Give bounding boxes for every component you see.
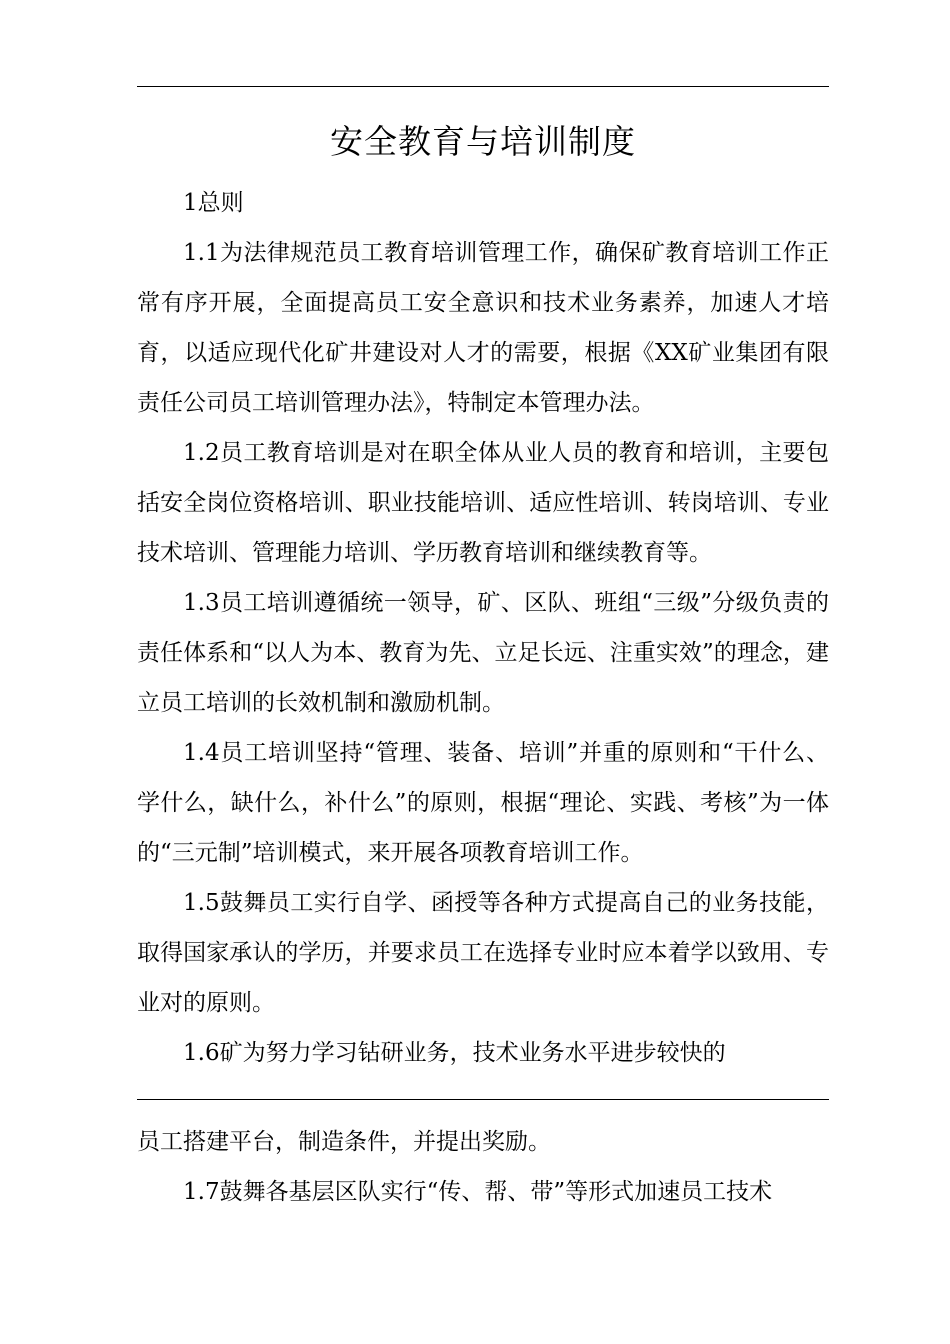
section-heading-general: 1总则 <box>183 190 244 216</box>
paragraph-1-6: 1.6矿为努力学习钻研业务，技术业务水平进步较快的 <box>183 1040 726 1066</box>
paragraph-1-6-continued: 员工搭建平台，制造条件，并提出奖励。 <box>137 1129 551 1155</box>
paragraph-1-3: 1.3员工培训遵循统一领导，矿、区队、班组“三级”分级负责的责任体系和“以人为本、教育为先、立足长远、注重实效”的理念，建立员工培训的长效机制和激励机制。 <box>137 590 829 716</box>
document-title: 安全教育与培训制度 <box>330 122 636 161</box>
header-rule <box>137 86 829 87</box>
paragraph-1-1: 1.1为法律规范员工教育培训管理工作，确保矿教育培训工作正常有序开展，全面提高员工安全意识和技术业务素养，加速人才培育，以适应现代化矿井建设对人才的需要，根据《XX矿业集团有限责任公司员工培训管理办法》，特制定本管理办法。 <box>137 240 829 416</box>
paragraph-1-4: 1.4员工培训坚持“管理、装备、培训”并重的原则和“干什么、学什么，缺什么，补什么”的原则，根据“理论、实践、考核”为一体的“三元制”培训模式，来开展各项教育培训工作。 <box>137 740 829 866</box>
paragraph-1-5: 1.5鼓舞员工实行自学、函授等各种方式提高自己的业务技能，取得国家承认的学历，并要求员工在选择专业时应本着学以致用、专业对的原则。 <box>137 890 829 1016</box>
page-break-rule <box>137 1099 829 1100</box>
page-2-body <box>137 1117 829 1217</box>
paragraph-1-2: 1.2员工教育培训是对在职全体从业人员的教育和培训，主要包括安全岗位资格培训、职业技能培训、适应性培训、转岗培训、专业技术培训、管理能力培训、学历教育培训和继续教育等。 <box>137 440 829 566</box>
page-1-body <box>137 178 829 1078</box>
paragraph-1-7: 1.7鼓舞各基层区队实行“传、帮、带”等形式加速员工技术 <box>183 1179 773 1205</box>
